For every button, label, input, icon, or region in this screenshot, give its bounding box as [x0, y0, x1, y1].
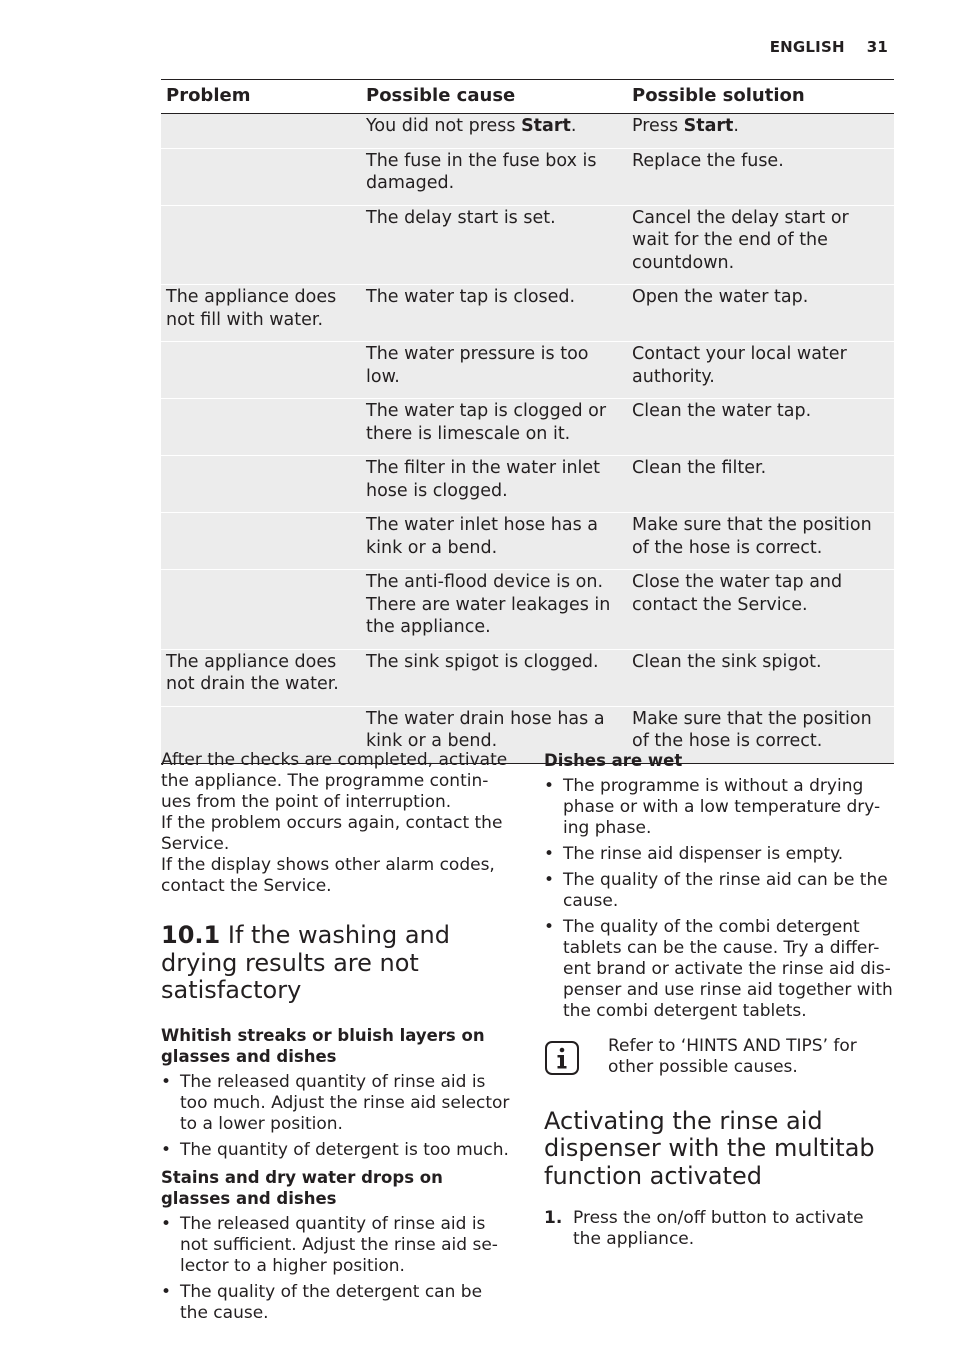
page-header [770, 38, 888, 56]
note-text: Refer to ‘HINTS AND TIPS’ for other possible causes. [608, 1035, 857, 1077]
step-list [544, 1208, 894, 1250]
subsection-heading: Dishes are wet [544, 751, 683, 770]
cell-cause: The sink spigot is clogged. [361, 649, 627, 706]
list-item: • The quality of the rinse aid can be the cause. [544, 869, 888, 911]
header-cause: Possible cause [361, 80, 627, 114]
cell-cause: The water tap is clogged or there is limescale on it. [361, 399, 627, 456]
cell-problem [161, 399, 361, 456]
cell-cause: The water inlet hose has a kink or a bend. [361, 513, 627, 570]
cell-problem: The appliance does not drain the water. [161, 649, 361, 706]
cell-solution: Replace the fuse. [627, 148, 894, 205]
table-row [161, 205, 894, 285]
cell-solution: Clean the water tap. [627, 399, 894, 456]
table-row [161, 649, 894, 706]
cell-problem: The appliance does not fill with water. [161, 285, 361, 342]
subsection-heading: Whitish streaks or bluish layers on glasses and dishes [161, 1025, 485, 1066]
list-item: • The quality of the detergent can be the cause. [161, 1281, 483, 1323]
cell-problem [161, 342, 361, 399]
cell-cause: The filter in the water inlet hose is clogged. [361, 456, 627, 513]
cell-cause: The water drain hose has a kink or a bend. [361, 706, 627, 763]
table-row [161, 456, 894, 513]
list-item: • The quantity of detergent is too much. [161, 1139, 509, 1160]
table-row [161, 513, 894, 570]
table-row [161, 285, 894, 342]
section-number: 10.1 [161, 921, 221, 949]
cell-cause: The delay start is set. [361, 205, 627, 285]
cell-problem [161, 570, 361, 650]
intro-paragraph: If the problem occurs again, contact the Service. [161, 813, 503, 854]
list-item: • The programme is without a drying phase or with a low temperature dry-ing phase. [544, 775, 881, 838]
list-item: • The released quantity of rinse aid is too much. Adjust the rinse aid selector to a lower position. [161, 1071, 510, 1134]
cell-cause: You did not press Start. [361, 114, 627, 149]
list-item: 1. Press the on/off button to activate the appliance. [544, 1208, 864, 1249]
list-item: • The quality of the combi detergent tablets can be the cause. Try a differ-ent brand or activate the rinse aid dis-penser and use rinse aid together with the combi detergent tablets. [544, 916, 893, 1021]
section-title: Activating the rinse aid dispenser with the multitab function activated [544, 1106, 875, 1190]
cell-problem [161, 114, 361, 149]
intro-paragraph: After the checks are completed, activate the appliance. The programme contin-ues from the point of interruption. [161, 750, 508, 812]
table-row [161, 399, 894, 456]
page-number: 31 [866, 38, 888, 56]
right-column [544, 750, 894, 1250]
bullet-list [161, 1072, 513, 1161]
cell-cause: The water tap is closed. [361, 285, 627, 342]
cell-solution: Clean the filter. [627, 456, 894, 513]
troubleshooting-table [161, 79, 894, 764]
cell-problem [161, 205, 361, 285]
cell-solution: Press Start. [627, 114, 894, 149]
cell-solution: Open the water tap. [627, 285, 894, 342]
table-row [161, 342, 894, 399]
section-title [161, 922, 513, 1005]
cell-solution: Make sure that the position of the hose is correct. [627, 513, 894, 570]
list-item: • The released quantity of rinse aid is not sufficient. Adjust the rinse aid se-lector to a higher position. [161, 1213, 498, 1276]
cell-cause: The water pressure is too low. [361, 342, 627, 399]
cell-solution: Cancel the delay start or wait for the end of the countdown. [627, 205, 894, 285]
header-solution: Possible solution [627, 80, 894, 114]
bullet-list [161, 1214, 513, 1324]
header-problem: Problem [161, 80, 361, 114]
info-note [544, 1036, 894, 1078]
cell-solution: Clean the sink spigot. [627, 649, 894, 706]
cell-problem [161, 456, 361, 513]
cell-cause: The anti-flood device is on. There are water leakages in the appliance. [361, 570, 627, 650]
cell-solution: Make sure that the position of the hose is correct. [627, 706, 894, 763]
section-title-text: If the washing and drying results are not satisfactory [161, 921, 450, 1004]
cell-problem [161, 148, 361, 205]
table-row [161, 148, 894, 205]
cell-cause: The fuse in the fuse box is damaged. [361, 148, 627, 205]
left-column [161, 750, 513, 1330]
table-header-row [161, 80, 894, 114]
intro-paragraph: If the display shows other alarm codes, contact the Service. [161, 855, 495, 896]
subsection-heading: Stains and dry water drops on glasses and dishes [161, 1167, 443, 1208]
list-item: • The rinse aid dispenser is empty. [544, 843, 844, 864]
table-row [161, 570, 894, 650]
header-language: ENGLISH [769, 38, 845, 56]
cell-problem [161, 513, 361, 570]
cell-solution: Close the water tap and contact the Service. [627, 570, 894, 650]
table-row [161, 114, 894, 149]
info-icon [545, 1041, 579, 1075]
cell-solution: Contact your local water authority. [627, 342, 894, 399]
bullet-list [544, 776, 894, 1022]
